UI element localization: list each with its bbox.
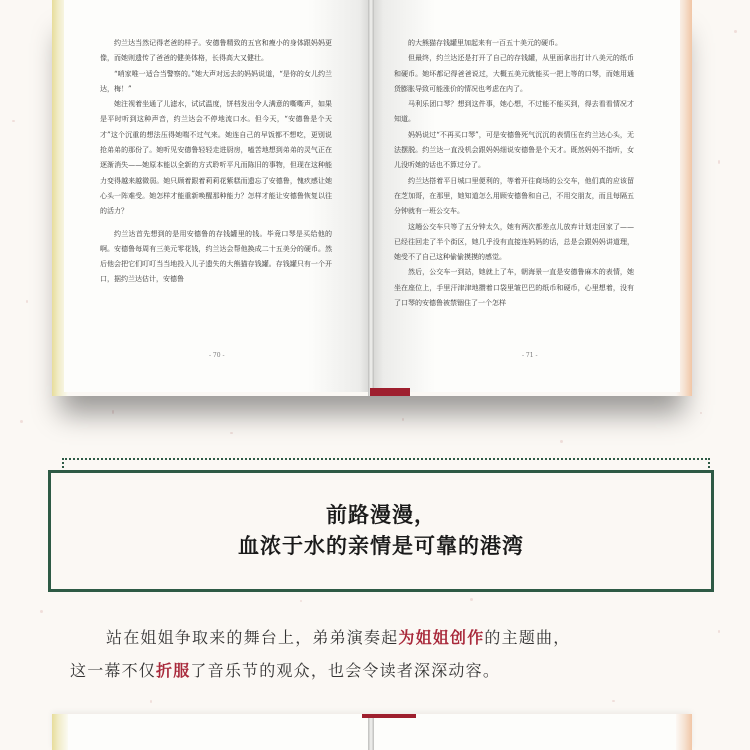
paragraph: 约兰达搭着平日城口里便利的，等着开往商场的公交车，他们真的应该留在芝加哥，在那里，她知道怎么用顾安德鲁和自己，不用交朋友，而且每隔五分钟就有一班公交车。 [394, 176, 634, 216]
page-edge-left [52, 714, 68, 750]
book-page-right [374, 0, 680, 392]
paragraph: 的大熊猫存钱罐里加起来有一百五十美元的硬币。 [408, 39, 562, 47]
page-number: - 71 - [522, 352, 538, 359]
open-book [52, 0, 692, 396]
text: 站在姐姐争取来的舞台上，弟弟演奏起 [106, 628, 399, 647]
open-book-bottom [52, 714, 692, 750]
description-line2 [70, 658, 700, 681]
paragraph: 约兰达当然记得老爸的样子。安德鲁精致的五官和瘦小的身体跟妈妈更像，而她则遗传了爸爸的健美体格，长得高大又健壮。 [100, 39, 332, 63]
paragraph: 但最终，约兰达还是打开了自己的存钱罐，从里面拿出打计八美元的纸币和硬币。她坏都记得爸爸说过，大概五美元就能买一把上等的口琴，而她用通货膨胀导致可能涨价的情况也考虑在内了。 [394, 54, 634, 93]
highlight-text: 为姐姐创作 [398, 628, 485, 647]
paragraph: 她注视着坐通了儿滤水，试试温度，饼档发出令人满意的嘶嘶声，如果是平时听到这种声音，约兰达会不停地流口水。但今天，“安德鲁是个天才”这个沉重的想法压得她喘不过气来。她连自己的早饭都不想吃，更别说抢弟弟的那份了。她听见安德鲁轻轻走进厨房，嗑苦地想到弟弟的灵气正在逐渐消失——她原本能以全新的方式聆听平凡而陈旧的事物，但现在这种能力变得越来越微弱。她只顾着跟着莉莉花紫糕而遗忘了安德鲁，愧疚感让她心头一阵难受。她怎样才能重新唤醒那种能力？怎样才能让安德鲁恢复以往的活力？ [100, 100, 332, 216]
book-spine [368, 714, 374, 750]
highlight-text: 折服 [156, 661, 191, 680]
book-page-left [64, 0, 369, 392]
paragraph: “哨家唯一适合当警察的。”她大声对远去的妈妈说道，“是你的女儿约兰达，梅！” [100, 69, 332, 93]
bookmark-ribbon [362, 714, 416, 718]
banner-heading-line1: 前路漫漫， [326, 502, 436, 527]
description-line1 [70, 625, 700, 648]
paragraph: 约兰达首先想到的是用安德鲁的存钱罐里的钱。毕竟口琴是买给他的啊。安德鲁每周有三美元零花钱，约兰达会帮他换成二十五美分的硬币。然后他会把它们叮叮当当地投入儿子遗失的大熊猫存钱罐。存钱罐只有一个开口，据约兰达估计，安德鲁 [100, 229, 332, 284]
banner-heading-line2: 血浓于水的亲情是可靠的港湾 [238, 533, 524, 558]
text: 这一幕不仅 [70, 661, 157, 680]
page-text-left [100, 36, 332, 288]
paragraph: 然后，公交车一到站，她就上了车，朝海景一直是安德鲁麻木的表情，她坐在座位上，手里汗津津地攒着口袋里皱巴巴的纸币和硬币，心里想着，没有了口琴的安德鲁被禁锢住了一个怎样 [394, 268, 634, 308]
page-number: - 70 - [209, 352, 225, 359]
text: 的主题曲， [484, 628, 571, 647]
text: 了音乐节的观众，也会令读者深深动容。 [190, 661, 501, 680]
paragraph: 马利乐团口琴？想到这件事，她心想，不过能不能买到，得去看看情况才知道。 [394, 100, 634, 124]
page-text-right [394, 36, 634, 311]
page-edge-right [676, 714, 692, 750]
bookmark-ribbon [370, 388, 410, 396]
paragraph: 妈妈说过“不再买口琴”，可是安德鲁死气沉沉的表情压在约兰达心头，无法摆脱。约兰达一直没机会跟妈妈细说安德鲁是个天才。既然妈妈不指听，女儿没听她的话也不算过分了。 [394, 130, 634, 170]
paragraph: 这趟公交车只等了五分钟太久，她有两次都差点儿放弃计划走回家了——已经往回走了半个街区，她几乎没有直接连妈妈的话，总是会跟妈妈讲道理，她受不了自己这种偷偷摸摸的感觉。 [394, 222, 634, 262]
